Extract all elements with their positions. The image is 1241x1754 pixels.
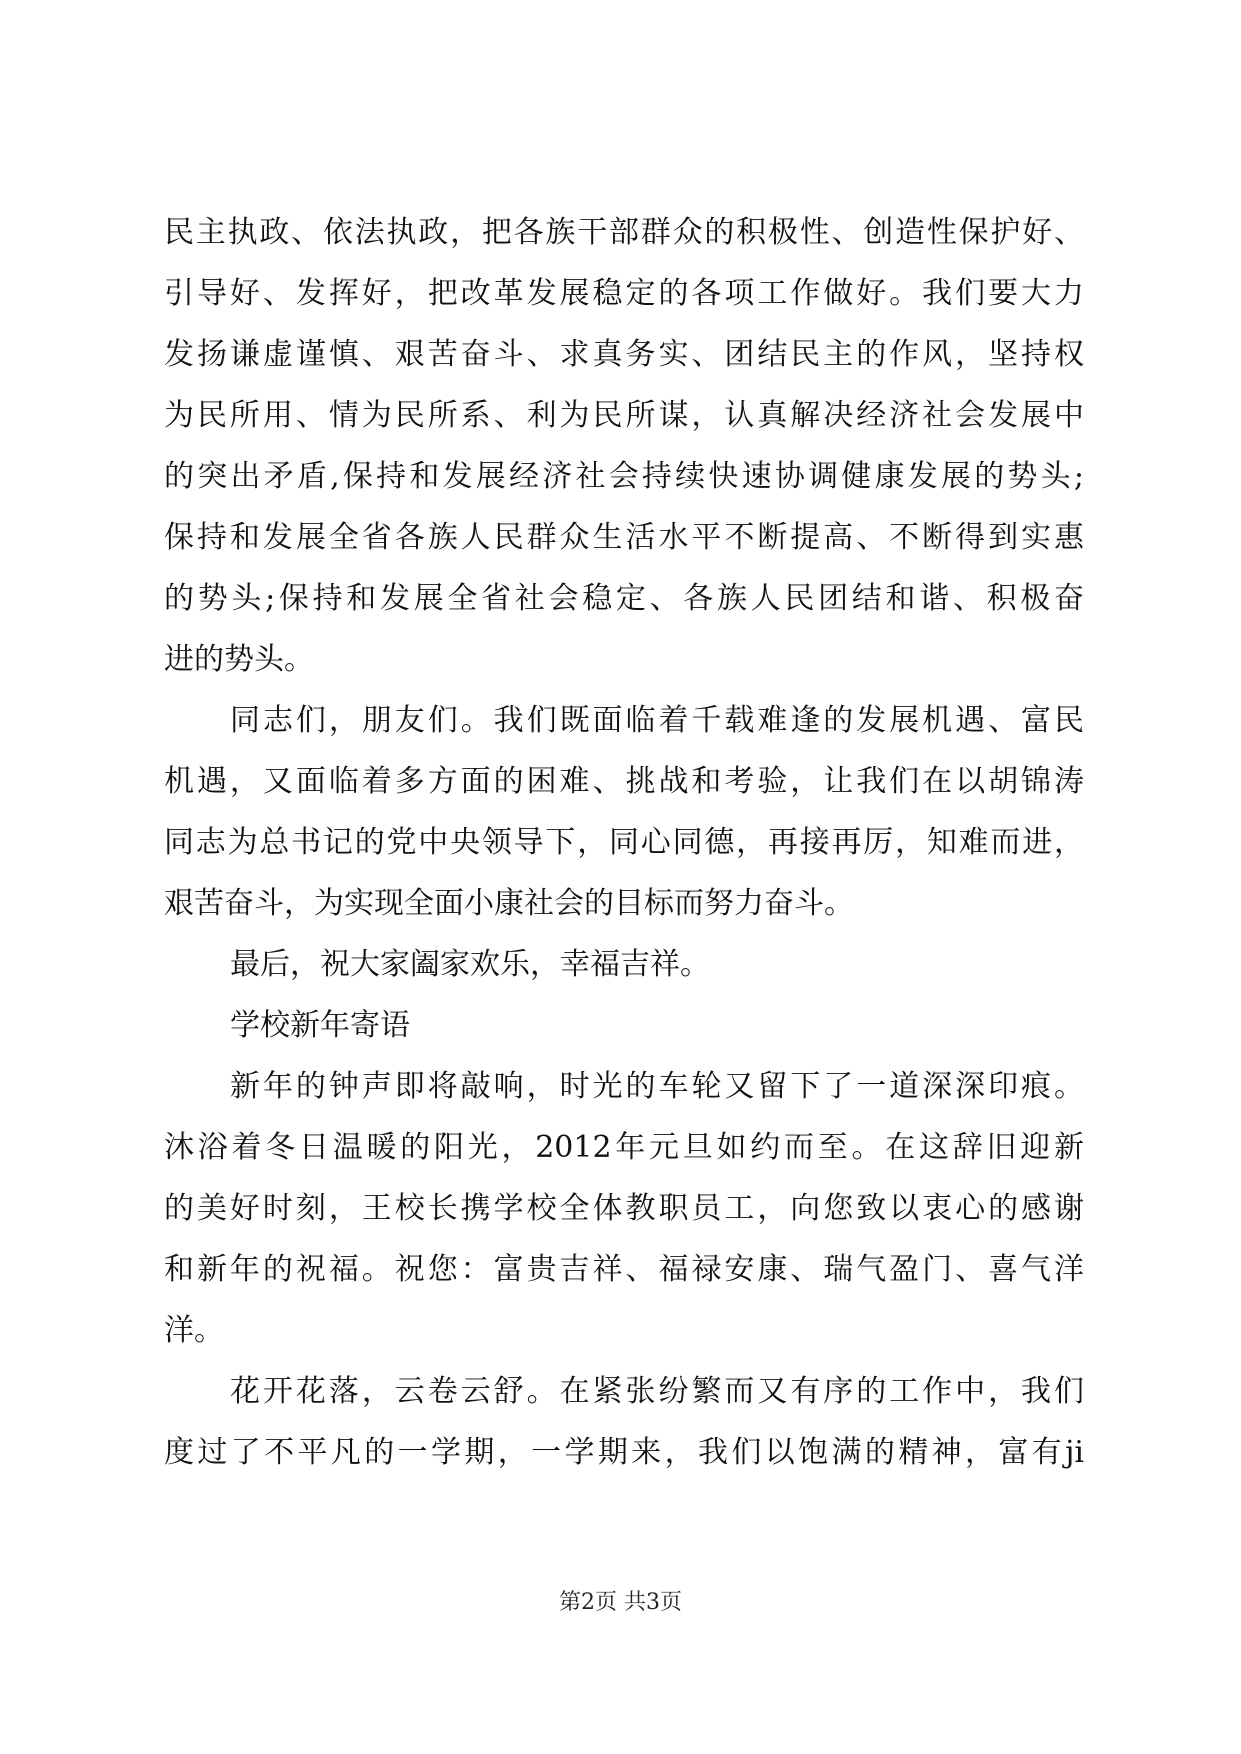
document-body [164, 202, 1084, 1483]
text-line: 引导好、发挥好，把改革发展稳定的各项工作做好。我们要大力 [164, 276, 1084, 311]
text-line: 同志为总书记的党中央领导下，同心同德，再接再厉，知难而进， [164, 825, 1084, 860]
paragraph-first-line: 新年的钟声即将敲响，时光的车轮又留下了一道深深印痕。 [230, 1069, 1084, 1104]
text-line: 的美好时刻，王校长携学校全体教职员工，向您致以衷心的感谢 [164, 1191, 1084, 1226]
paragraph-first-line: 同志们，朋友们。我们既面临着千载难逢的发展机遇、富民 [230, 703, 1084, 738]
text-line: 为民所用、情为民所系、利为民所谋，认真解决经济社会发展中 [164, 398, 1084, 433]
text-line: 进的势头。 [164, 642, 314, 677]
text-line: 保持和发展全省各族人民群众生活水平不断提高、不断得到实惠 [164, 520, 1084, 555]
text-line: 的势头;保持和发展全省社会稳定、各族人民团结和谐、积极奋 [164, 581, 1084, 616]
text-line: 发扬谦虚谨慎、艰苦奋斗、求真务实、团结民主的作风，坚持权 [164, 337, 1084, 372]
text-line: 机遇，又面临着多方面的困难、挑战和考验，让我们在以胡锦涛 [164, 764, 1084, 799]
text-line: 度过了不平凡的一学期，一学期来，我们以饱满的精神，富有ji [164, 1435, 1084, 1470]
paragraph-first-line: 最后，祝大家阖家欢乐，幸福吉祥。 [230, 947, 710, 982]
text-line: 洋。 [164, 1313, 224, 1348]
text-line: 的突出矛盾,保持和发展经济社会持续快速协调健康发展的势头; [164, 459, 1084, 494]
text-line: 沐浴着冬日温暖的阳光，2012年元旦如约而至。在这辞旧迎新 [164, 1130, 1084, 1165]
text-line: 民主执政、依法执政，把各族干部群众的积极性、创造性保护好、 [164, 215, 1084, 250]
section-heading: 学校新年寄语 [230, 1008, 410, 1043]
text-line: 和新年的祝福。祝您：富贵吉祥、福禄安康、瑞气盈门、喜气洋 [164, 1252, 1084, 1287]
paragraph-first-line: 花开花落，云卷云舒。在紧张纷繁而又有序的工作中，我们 [230, 1374, 1084, 1409]
text-line: 艰苦奋斗，为实现全面小康社会的目标而努力奋斗。 [164, 886, 854, 921]
page-number-footer: 第2页 共3页 [559, 1590, 682, 1615]
